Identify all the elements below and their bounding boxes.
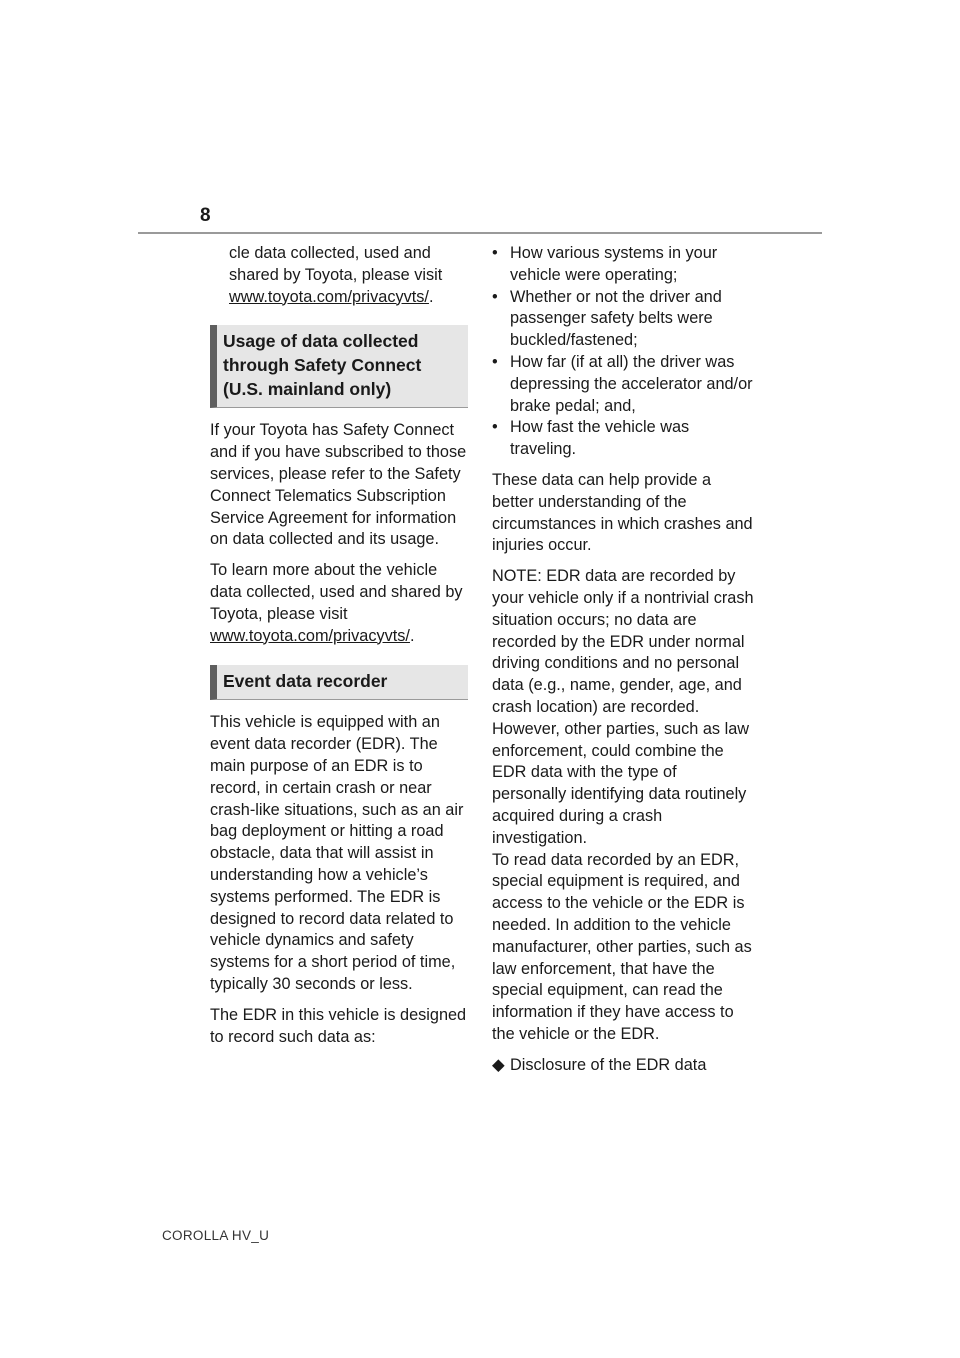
privacy-link-2[interactable]: www.toyota.com/privacyvts/ [210, 626, 410, 645]
bullet-icon: • [492, 418, 498, 437]
section-heading-edr: Event data recorder [210, 665, 468, 700]
edr-benefit-paragraph: These data can help provide a better understanding of the circumstances in which crashes and injuries occur. [492, 470, 753, 555]
privacy-paragraph-text: To learn more about the vehicle data collected, used and shared by Toyota, please visit [210, 561, 463, 623]
intro-line-1: cle data collected, used and [229, 244, 431, 262]
intro-line-2: shared by Toyota, please visit [229, 265, 443, 284]
safety-connect-paragraph: If your Toyota has Safety Connect and if you have subscribed to those services, please refer to the Safety Connect Telematics Subscription Service Agreement for information on data collected and its usage. [210, 421, 467, 549]
privacy-link-1[interactable]: www.toyota.com/privacyvts/ [229, 287, 429, 306]
list-item: • How various systems in your vehicle were operating; [492, 244, 718, 284]
right-column [492, 243, 754, 1076]
disclosure-item [492, 1055, 754, 1077]
disclosure-label: Disclosure of the EDR data [510, 1055, 707, 1074]
intro-tail: . [428, 287, 434, 306]
diamond-bullet-icon: ◆ [492, 1055, 505, 1074]
privacy-paragraph [210, 560, 472, 647]
edr-intro-paragraph: This vehicle is equipped with an event data recorder (EDR). The main purpose of an EDR is to record, in certain crash or near crash-like situations, such as an air bag deployment or hitting a road obstacle, data that will assist in understanding how a vehicle’s systems performed. The EDR is designed to record data related to vehicle dynamics and safety systems for a short period of time, typically 30 seconds or less. [210, 713, 464, 993]
list-item: • How fast the vehicle was traveling. [492, 418, 690, 459]
privacy-paragraph-tail: . [409, 626, 415, 645]
bullet-icon: • [492, 352, 498, 371]
list-item: • Whether or not the driver and passenger safety belts were buckled/fastened; [492, 287, 722, 350]
edr-access-paragraph: To read data recorded by an EDR, special equipment is required, and access to the vehicle or the EDR is needed. In addition to the vehicle manufacturer, other parties, such as law enforcement, that have the special equipment, can read the information if they have access to the vehicle or the EDR. [492, 850, 752, 1043]
bullet-icon: • [492, 287, 498, 306]
intro-line-3 [229, 287, 472, 309]
page-number: 8 [200, 205, 211, 226]
left-column [210, 243, 472, 1057]
footer-model-code: COROLLA HV_U [162, 1228, 270, 1243]
section-heading-safety-connect: Usage of data collected through Safety Connect (U.S. mainland only) [210, 325, 468, 408]
edr-data-list [492, 243, 754, 461]
bullet-icon: • [492, 244, 498, 262]
list-item: • How far (if at all) the driver was depressing the accelerator and/or brake pedal; and, [492, 352, 753, 415]
edr-note-paragraph: NOTE: EDR data are recorded by your vehicle only if a nontrivial crash situation occurs; no data are recorded by the EDR under normal driving conditions and no personal data (e.g., name, gender, age, and crash location) are recorded. However, other parties, such as law enforcement, could combine the EDR data with the type of personally identifying data routinely acquired during a crash investigation. [492, 567, 754, 847]
intro-continuation [210, 243, 472, 308]
edr-record-paragraph: The EDR in this vehicle is designed to record such data as: [210, 1005, 467, 1046]
header-divider [138, 232, 822, 234]
